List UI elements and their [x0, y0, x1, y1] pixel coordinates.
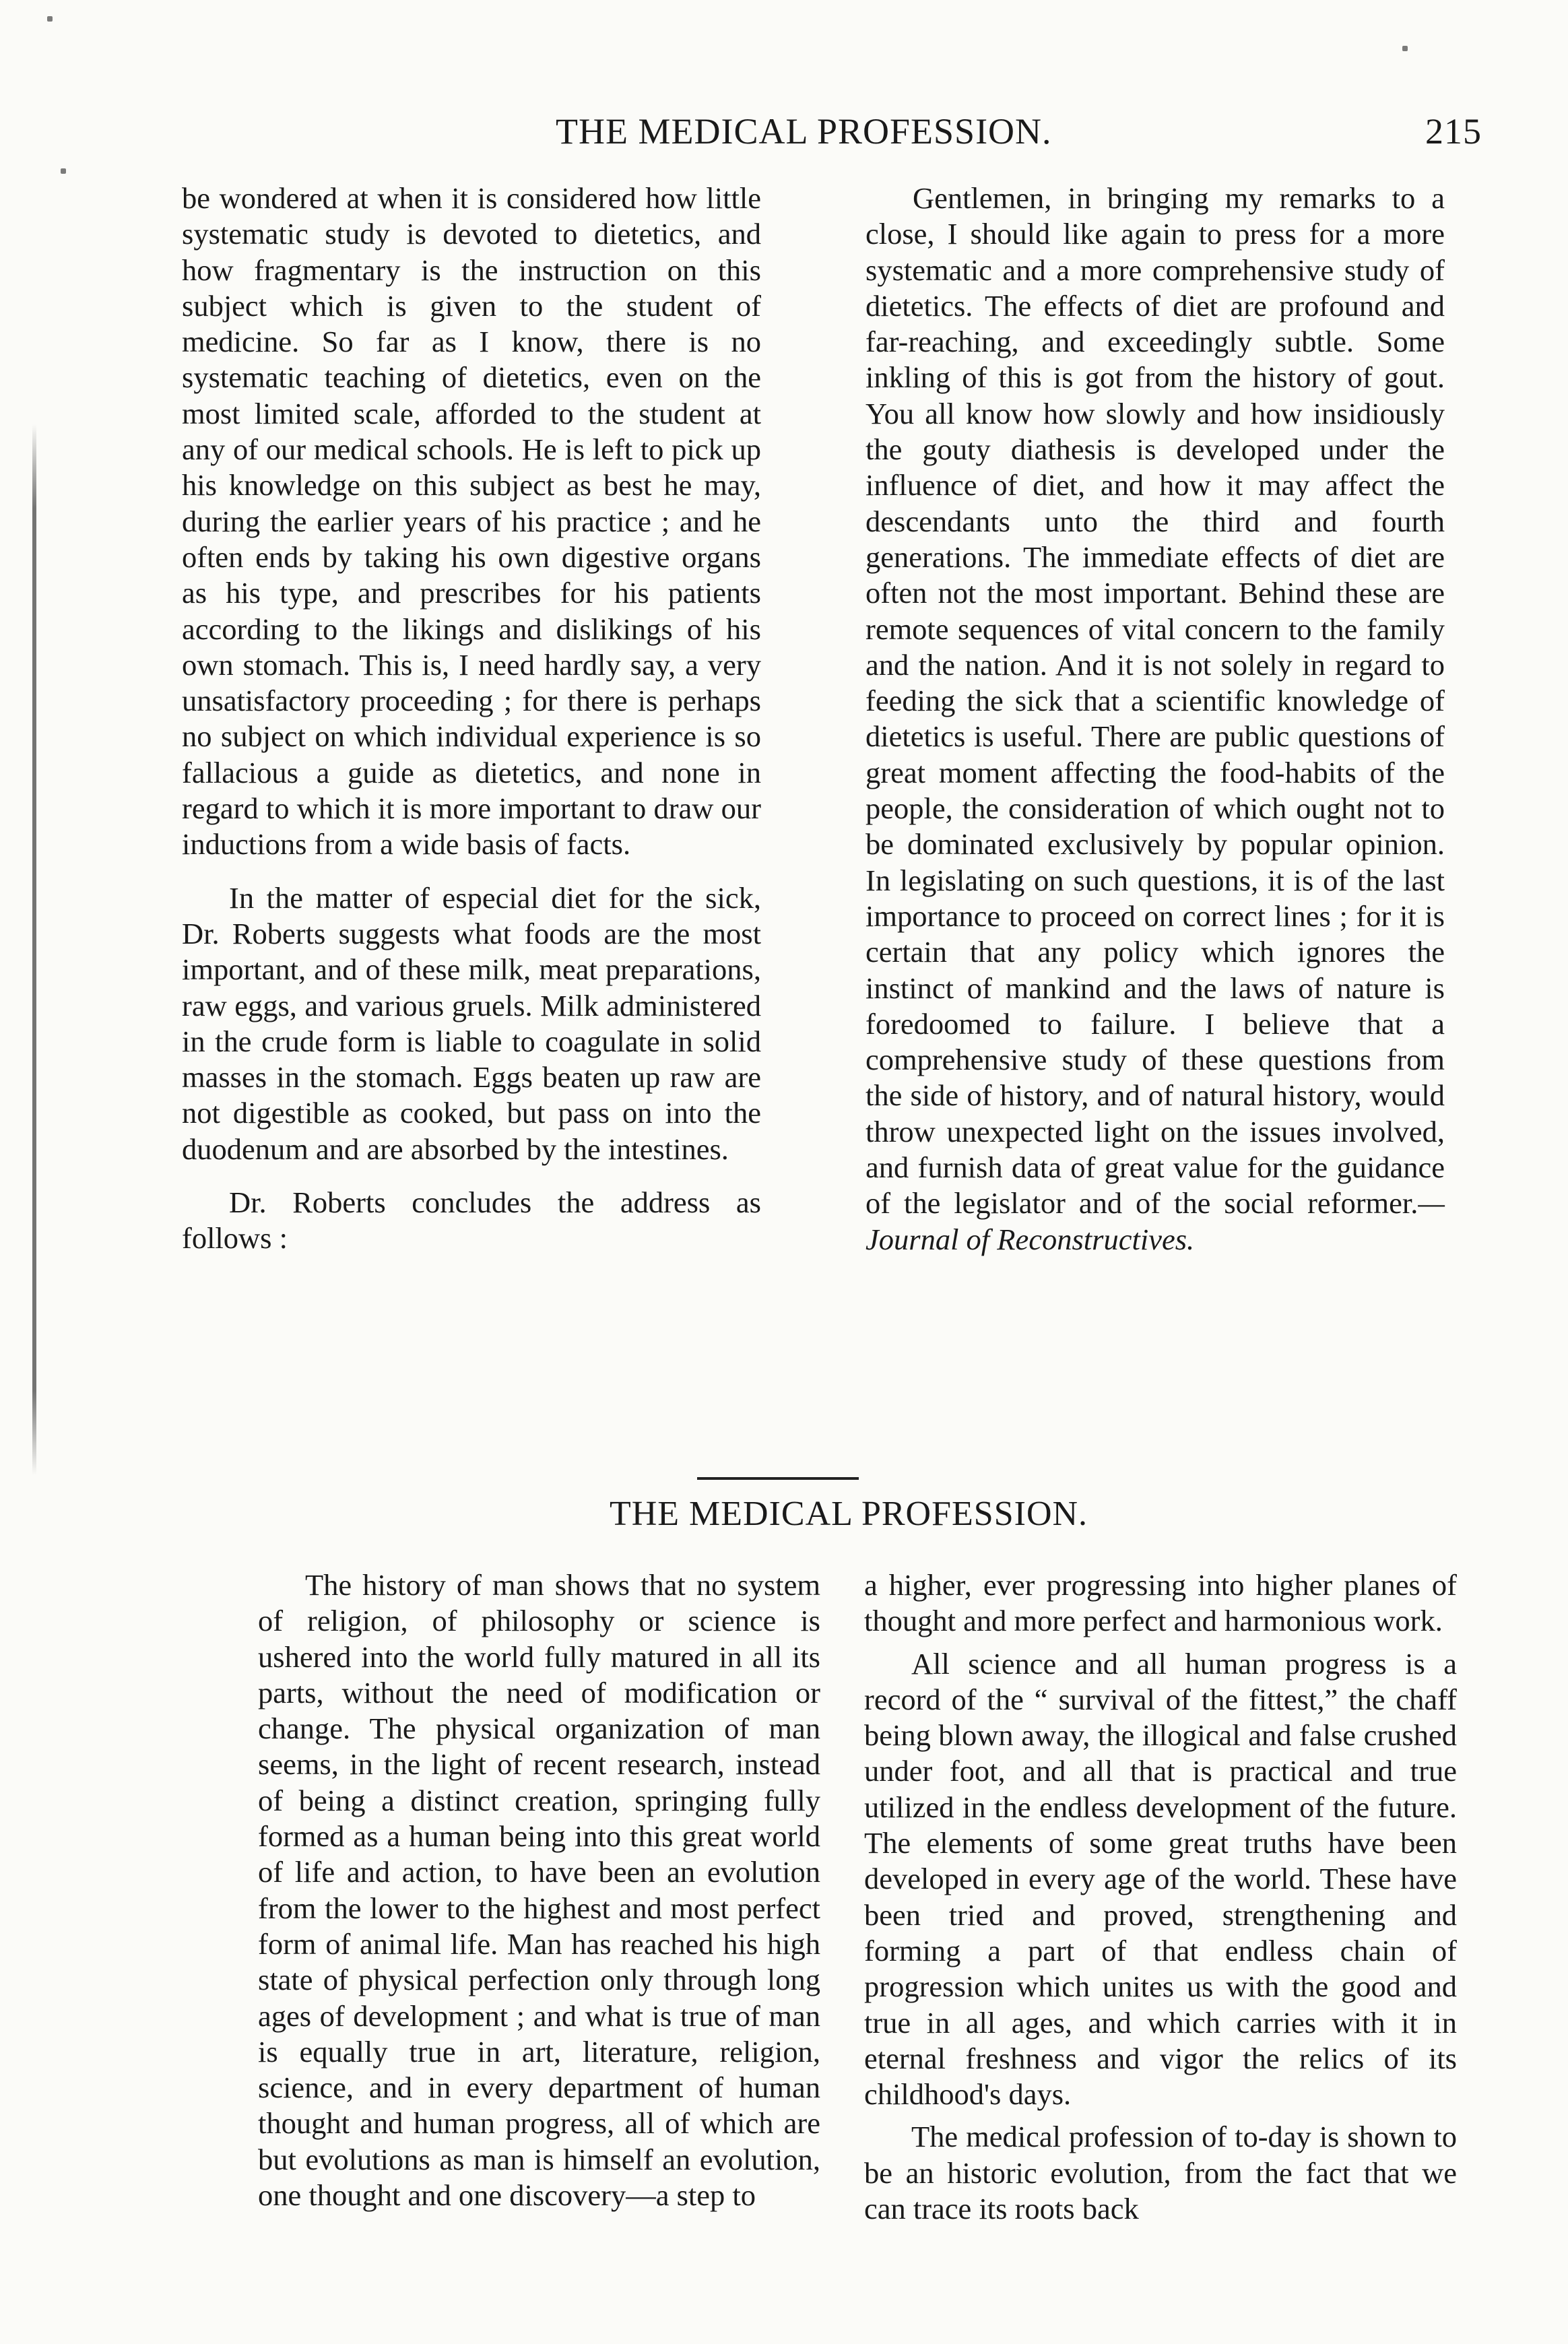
source-citation: —Journal of Reconstructives. [865, 1186, 1445, 1256]
paragraph: Dr. Roberts concludes the address as follows : [182, 1185, 761, 1256]
paragraph: a higher, ever progressing into higher planes of thought and more perfect and harmonious work. [864, 1568, 1457, 1638]
margin-speck [47, 16, 53, 22]
section-divider [697, 1477, 859, 1480]
margin-speck [1402, 46, 1408, 51]
upper-left-column [182, 181, 761, 1257]
margin-scan-line [32, 424, 36, 1475]
quoted-paragraph [865, 181, 1445, 1258]
lower-left-column [258, 1567, 820, 2213]
upper-right-column [865, 181, 1445, 1258]
paragraph: In the matter of especial diet for the sick, Dr. Roberts suggests what foods are the most important, and of these milk, meat preparations, raw eggs, and various gruels. Milk administered in the crude form is liable to coagulate in solid masses in the stomach. Eggs beaten up raw are not digestible as cooked, but pass on into the duodenum and are absorbed by the intestines. [182, 880, 761, 1166]
paragraph: All science and all human progress is a record of the “ survival of the fittest,” the chaff being blown away, the illogical and false crushed under foot, and all that is practical and true utilized in the endless development of the future. The elements of some great truths have been developed in every age of the world. These have been tried and proved, strengthening and forming a part of that endless chain of progression which unites us with the good and true in all ages, and which carries with it in eternal freshness and vigor the relics of its childhood's days. [864, 1646, 1457, 2112]
running-head-title: THE MEDICAL PROFESSION. [556, 111, 1052, 152]
paragraph: The history of man shows that no system of religion, of philosophy or science is ushered into the world fully matured in all its parts, without the need of modification or change. The physical organization of man seems, in the light of recent research, instead of being a distinct creation, springing fully formed as a human being into this great world of life and action, to have been an evolution from the lower to the highest and most perfect form of animal life. Man has reached his high state of physical perfection only through long ages of development ; and what is true of man is equally true in art, literature, religion, science, and in every department of human thought and human progress, all of which are but evolutions as man is himself an evolution, one thought and one discovery—a step to [258, 1568, 820, 2213]
article-title: THE MEDICAL PROFESSION. [609, 1495, 1088, 1533]
quoted-text: Gentlemen, in bringing my remarks to a close, I should like again to press for a more systematic and a more comprehensive study of dietetics. The effects of diet are profound and far-reaching, and exceedingly subtle. Some inkling of this is got from the history of gout. You all know how slowly and how insidiously the gouty diathesis is developed under the influence of diet, and how it may affect the descendants unto the third and fourth generations. The immediate effects of diet are often not the most important. Behind these are remote sequences of vital concern to the family and the nation. And it is not solely in regard to feeding the sick that a scientific knowledge of dietetics is useful. There are public questions of great moment affecting the food-habits of the people, the consideration of which ought not to be dominated exclusively by popular opinion. In legislating on such questions, it is of the last importance to proceed on correct lines ; for it is certain that any policy which ignores the instinct of mankind and the laws of nature is foredoomed to failure. I believe that a comprehensive study of these questions from the side of history, and of natural history, would throw unexpected light on the issues involved, and furnish data of great value for the guidance of the legislator and of the social reformer. [865, 181, 1445, 1220]
page-number: 215 [1425, 111, 1482, 152]
paragraph: be wondered at when it is considered how little systematic study is devoted to dietetics, and how fragmentary is the instruction on this subject which is given to the student of medicine. So far as I know, there is no systematic teaching of dietetics, even on the most limited scale, afforded to the student at any of our medical schools. He is left to pick up his knowledge on this subject as best he may, during the earlier years of his practice ; and he often ends by taking his own digestive organs as his type, and prescribes for his patients according to the likings and dislikings of his own stomach. This is, I need hardly say, a very unsatisfactory proceeding ; for there is perhaps no subject on which individual experience is so fallacious a guide as dietetics, and none in regard to which it is more important to draw our inductions from a wide basis of facts. [182, 181, 761, 861]
paragraph: The medical profession of to-day is shown to be an historic evolution, from the fact that we can trace its roots back [864, 2120, 1457, 2226]
lower-right-column [864, 1567, 1457, 2227]
margin-speck [61, 168, 66, 174]
